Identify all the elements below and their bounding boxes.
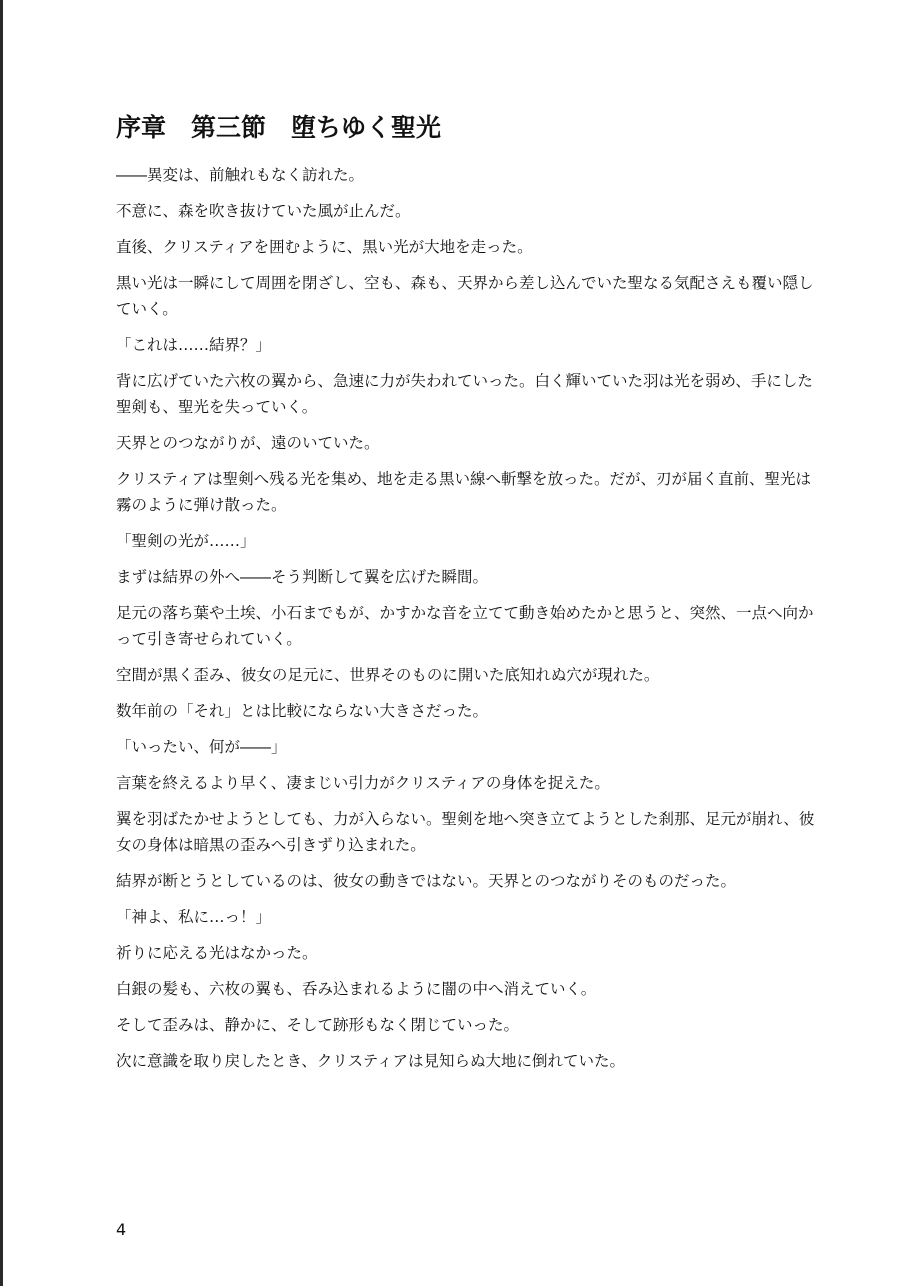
paragraph: ――異変は、前触れもなく訪れた。 <box>116 166 365 184</box>
page-number: 4 <box>116 1220 127 1239</box>
paragraph: 直後、クリスティアを囲むように、黒い光が大地を走った。 <box>116 238 533 256</box>
dialogue-line: 「これは……結界？」 <box>116 336 272 354</box>
paragraph: 白銀の髪も、六枚の翼も、呑み込まれるように闇の中へ消えていく。 <box>116 980 597 998</box>
paragraph: 祈りに応える光はなかった。 <box>116 944 318 962</box>
page-left-border <box>0 0 3 1286</box>
document-body <box>116 112 826 1084</box>
dialogue-line: 「いったい、何が――」 <box>116 738 287 756</box>
paragraph: 数年前の「それ」とは比較にならない大きさだった。 <box>116 702 489 720</box>
paragraph: クリスティアは聖剣へ残る光を集め、地を走る黒い線へ斬撃を放った。だが、刃が届く直前、聖光は霧のように弾け散った。 <box>116 470 812 514</box>
paragraph: 不意に、森を吹き抜けていた風が止んだ。 <box>116 202 411 220</box>
dialogue-line: 「神よ、私に…っ！」 <box>116 908 272 926</box>
paragraph: 次に意識を取り戻したとき、クリスティアは見知らぬ大地に倒れていた。 <box>116 1052 626 1070</box>
paragraph: 背に広げていた六枚の翼から、急速に力が失われていった。白く輝いていた羽は光を弱め、手にした聖剣も、聖光を失っていく。 <box>116 372 813 416</box>
paragraph: 天界とのつながりが、遠のいていた。 <box>116 434 380 452</box>
paragraph: 結界が断とうとしているのは、彼女の動きではない。天界とのつながりそのものだった。 <box>116 872 737 890</box>
chapter-title: 序章 第三節 堕ちゆく聖光 <box>116 113 442 142</box>
paragraph: 言葉を終えるより早く、凄まじい引力がクリスティアの身体を捉えた。 <box>116 774 610 792</box>
paragraph: 足元の落ち葉や土埃、小石までもが、かすかな音を立てて動き始めたかと思うと、突然、一点へ向かって引き寄せられていく。 <box>116 604 814 648</box>
paragraph: そして歪みは、静かに、そして跡形もなく閉じていった。 <box>116 1016 520 1034</box>
dialogue-line: 「聖剣の光が……」 <box>116 532 256 550</box>
paragraph: まずは結界の外へ――そう判断して翼を広げた瞬間。 <box>116 568 489 586</box>
paragraph: 空間が黒く歪み、彼女の足元に、世界そのものに開いた底知れぬ穴が現れた。 <box>116 666 660 684</box>
paragraph: 黒い光は一瞬にして周囲を閉ざし、空も、森も、天界から差し込んでいた聖なる気配さえも覆い隠していく。 <box>116 274 814 318</box>
paragraph: 翼を羽ばたかせようとしても、力が入らない。聖剣を地へ突き立てようとした刹那、足元が崩れ、彼女の身体は暗黒の歪みへ引きずり込まれた。 <box>116 810 815 854</box>
